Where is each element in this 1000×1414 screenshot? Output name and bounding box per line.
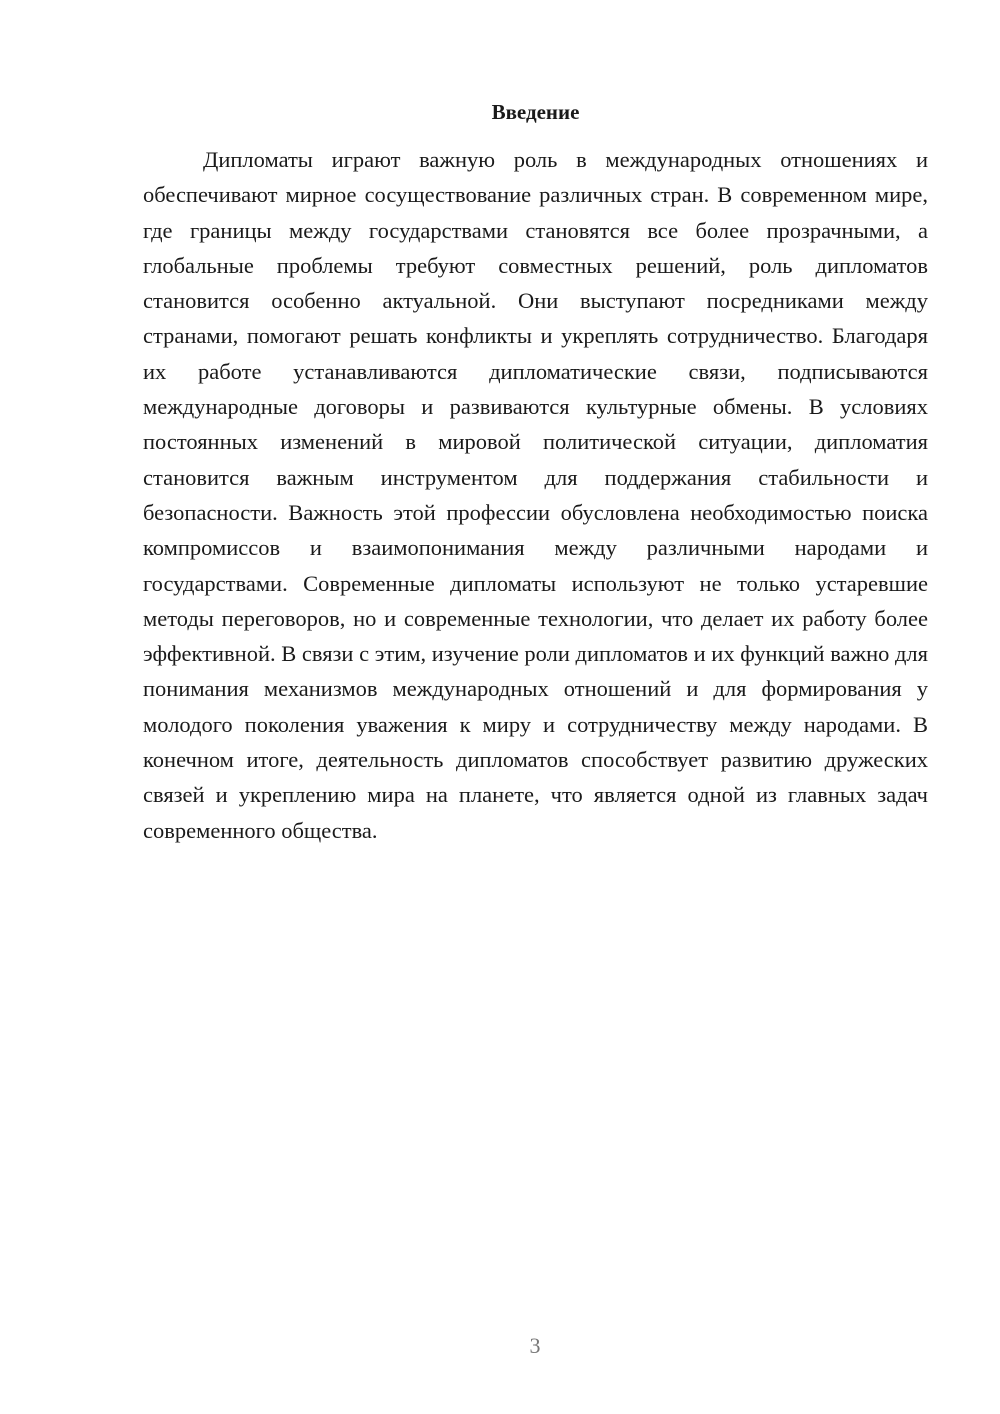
section-heading: Введение xyxy=(491,100,580,124)
body-paragraph: Дипломаты играют важную роль в международных отношениях и обеспечивают мирное сосуществование различных стран. В современном мире, где границы между государствами становятся все более прозрачными, а глобальные проблемы требуют совместных решений, роль дипломатов становится особенно актуальной. Они выступают посредниками между странами, помогают решать конфликты и укреплять сотрудничество. Благодаря их работе устанавливаются дипломатические связи, подписываются международные договоры и развиваются культурные обмены. В условиях постоянных изменений в мировой политической ситуации, дипломатия становится важным инструментом для поддержания стабильности и безопасности. Важность этой профессии обусловлена необходимостью поиска компромиссов и взаимопонимания между различными народами и государствами. Современные дипломаты используют не только устаревшие методы переговоров, но и современные технологии, что делает их работу более эффективной. В связи с этим, изучение роли дипломатов и их функций важно для понимания механизмов международных отношений и для формирования у молодого поколения уважения к миру и сотрудничеству между народами. В конечном итоге, деятельность дипломатов способствует развитию дружеских связей и укреплению мира на планете, что является одной из главных задач современного общества. xyxy=(143,147,929,843)
page-number: 3 xyxy=(529,1333,541,1358)
